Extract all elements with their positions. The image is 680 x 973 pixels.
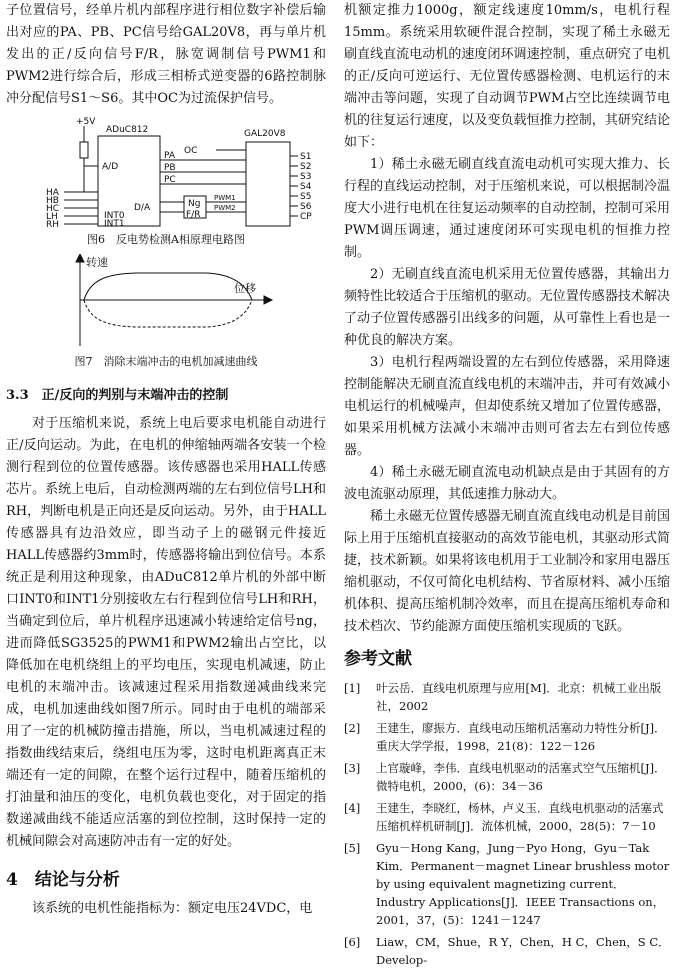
fig7-xlabel: 位移: [234, 282, 256, 295]
fig6-out-s2: S2: [300, 162, 312, 172]
fig6-oc-label: OC: [184, 146, 198, 156]
fig6-out-cp: CP: [300, 212, 312, 222]
fig6-out-s1: S1: [300, 152, 312, 162]
fig6-out-s5: S5: [300, 192, 312, 202]
fig7-accel-curve: [84, 273, 252, 300]
fig6-circuit-diagram: [6, 114, 326, 230]
fig6-pin-hc: HC: [46, 204, 60, 214]
conclusion-point-1: 1）稀土永磁无刷直线直流电动机可实现大推力、长行程的直线运动控制，对于压缩机来说，可以根据制冷温度大小进行电机在往复运动频率的自动控制，控制可采用PWM调压调速，通过速度闭环可实现电机的恒推力控制。: [344, 157, 670, 260]
reference-text: 上官璇峰，李伟．直线电机驱动的活塞式空气压缩机[J]．微特电机，2000，(6)：34－36: [376, 761, 666, 793]
fig6-pin-int1: INT1: [104, 219, 125, 229]
reference-number: [5]: [344, 841, 361, 855]
fig6-out-s4: S4: [300, 182, 312, 192]
reference-text: Gyu－Hong Kang，Jung－Pyo Hong，Gyu－Tak Kim．Permanent－magnet Linear brushless motor by using equivalent magnetizing current．Industry Applications[J]．IEEE Transactions on，2001，37，(5)：1241－1247: [376, 841, 670, 927]
reference-number: [6]: [344, 935, 361, 949]
conclusion-point-4: 4）稀土永磁无刷直流电动机缺点是由于其固有的方波电流驱动原理，其低速推力脉动大。: [344, 465, 670, 502]
fig6-pin-ha: HA: [46, 188, 59, 198]
reference-number: [4]: [344, 801, 361, 815]
fig6-caption: 图6 反电势检测A相原理电路图: [87, 233, 245, 246]
right-column: [344, 0, 670, 973]
references-list: [344, 679, 670, 969]
fig6-supply-label: +5V: [76, 117, 96, 127]
fig6-ng-label: Ng: [188, 199, 201, 209]
reference-item: [344, 839, 670, 929]
reference-item: [344, 719, 670, 755]
fig6-pin-hb: HB: [46, 196, 59, 206]
section-3-3-title: 3.3 正/反向的判别与末端冲击的控制: [6, 388, 229, 403]
fig6-pin-int0: INT0: [104, 211, 125, 221]
reference-text: Liaw，CM，Shue，R Y，Chen，H C，Chen，S C．Develop-: [376, 935, 670, 967]
intro-paragraph: 子位置信号，经单片机内部程序进行相位数字补偿后输出对应的PA、PB、PC信号给GAL20V8，再与单片机发出的正/反向信号F/R，脉宽调制信号PWM1和PWM2进行综合后，形成三相桥式逆变器的6路控制脉冲分配信号S1～S6。其中OC为过流保护信号。: [6, 3, 326, 106]
reference-number: [2]: [344, 721, 361, 735]
fig6-out-s3: S3: [300, 172, 312, 182]
fig6-pin-pwm1: PWM1: [214, 194, 236, 202]
fig6-pin-pwm2: PWM2: [214, 204, 236, 212]
fig7-ylabel: 转速: [86, 256, 108, 269]
fig6-pin-rh: RH: [46, 220, 60, 230]
left-column: [6, 0, 326, 920]
fig6-gal-label: GAL20V8: [244, 129, 286, 139]
reference-number: [3]: [344, 761, 361, 775]
section-3-3-paragraph: 对于压缩机来说，系统上电后要求电机能自动进行正/反向运动。为此，在电机的伸缩轴两端各安装一个检测行程到位的位置传感器。该传感器也采用HALL传感芯片。系统上电后，自动检测两端的左右到位信号LH和RH，判断电机是正向还是反向运动。另外，由于HALL传感器具有边沿效应，即当动子上的磁钢元件接近HALL传感器约3mm时，传感器将输出到位信号。本系统正是利用这种现象，由ADuC812单片机的外部中断口INT0和INT1分别接收左右行程到位信号LH和RH，当确定到位后，单片机程序迅速减小转速给定信号ng，进而降低SG3525的PWM1和PWM2输出占空比，以降低加在电机绕组上的平均电压，实现电机减速，防止电机的末端冲击。该减速过程采用指数递减曲线来完成，电机加速曲线如图7所示。同时由于电机的端部采用了一定的机械防撞击措施，所以，当电机减速过程的指数曲线结束后，绕组电压为零，这时电机距离真正末端还有一定的间隙，在整个运行过程中，随着压缩机的打油量和油压的变化，电机负载也变化，对于固定的指数递减曲线不能适应活塞的到位控制，这时保持一定的机械间隙会对高速防冲击有一定的好处。: [6, 416, 326, 849]
fig7-decel-curve: [84, 300, 252, 327]
fig6-fr-label: F/R: [186, 210, 201, 220]
fig7-curve-diagram: [6, 254, 326, 352]
conclusion-point-3: 3）电机行程两端设置的左右到位传感器，采用降速控制能解决无刷直流直线电机的末端冲击，并可有效减小电机运行的机械噪声，但却使系统又增加了位置传感器，如果采用机械方法减小末端冲击则可省去左右到位传感器。: [344, 355, 670, 458]
section-4-paragraph: 该系统的电机性能指标为：额定电压24VDC，电: [32, 901, 313, 916]
fig6-pin-pa: PA: [164, 151, 176, 161]
fig6-da-label: D/A: [134, 203, 151, 213]
reference-text: 叶云岳．直线电机原理与应用[M]．北京：机械工业出版社，2002: [376, 681, 662, 713]
fig7-caption: 图7 消除末端冲击的电机加减速曲线: [74, 355, 258, 368]
conclusion-summary: 稀土永磁无位置传感器无刷直流直线电动机是目前国际上用于压缩机直接驱动的高效节能电机，其驱动形式简捷，技术新颖。如果将该电机用于工业制冷和家用电器压缩机驱动，不仅可简化电机结构、节省原材料、减小压缩机体积、提高压缩机制冷效率，而且在提高压缩机寿命和技术档次、节约能源方面使压缩机实现质的飞跃。: [344, 509, 670, 634]
reference-item: [344, 759, 670, 795]
reference-item: [344, 933, 670, 969]
reference-item: [344, 679, 670, 715]
reference-item: [344, 799, 670, 835]
right-opening-paragraph: 机额定推力1000g，额定线速度10mm/s，电机行程15mm。系统采用软硬件混合控制，实现了稀土永磁无刷直线直流电动机的速度闭环调速控制，重点研究了电机的正/反向可逆运行、无位置传感器检测、电机运行的末端冲击等问题，实现了自动调节PWM占空比连续调节电机的往复运行速度，以及变负载恒推力控制，其研究结论如下：: [344, 3, 670, 150]
reference-text: 王建生，李晓红，杨林，卢义玉．直线电机驱动的活塞式压缩机样机研制[J]．流体机械，2000，28(5)：7－10: [376, 801, 664, 833]
conclusion-point-2: 2）无刷直线直流电机采用无位置传感器，其输出力频特性比较适合于压缩机的驱动。无位置传感器技术解决了动子位置传感器引出线多的问题，从可靠性上看也是一种优良的解决方案。: [344, 267, 670, 348]
references-title: 参考文献: [344, 649, 412, 669]
reference-text: 王建生，廖振方．直线电动压缩机活塞动力特性分析[J]．重庆大学学报，1998，21(8)：122－126: [376, 721, 666, 753]
fig6-pin-lh: LH: [46, 212, 58, 222]
fig6-pin-pb: PB: [164, 163, 176, 173]
fig6-pin-pc: PC: [164, 175, 176, 185]
fig6-out-s6: S6: [300, 202, 312, 212]
reference-number: [1]: [344, 681, 361, 695]
section-4-title: 4 结论与分析: [6, 870, 120, 890]
fig6-mcu-label: ADuC812: [106, 125, 149, 135]
fig6-ad-label: A/D: [102, 162, 119, 172]
